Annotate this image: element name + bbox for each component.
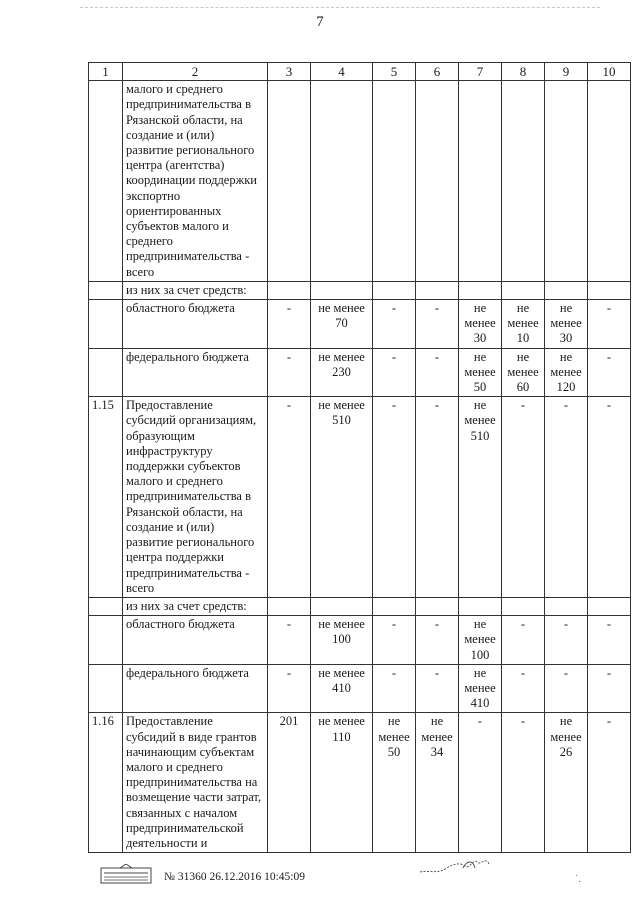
- value-cell: [502, 81, 545, 282]
- value-cell: -: [545, 616, 588, 665]
- value-cell: -: [502, 616, 545, 665]
- value-cell: -: [588, 348, 631, 397]
- value-cell: [545, 281, 588, 299]
- value-cell: -: [588, 664, 631, 713]
- value-cell: -: [268, 348, 311, 397]
- item-number-cell: [89, 664, 123, 713]
- header-cell: 2: [123, 63, 268, 81]
- table-row: [89, 664, 631, 713]
- value-cell: не менее 10: [502, 300, 545, 349]
- item-description-cell: из них за счет средств:: [123, 281, 268, 299]
- item-number-cell: [89, 300, 123, 349]
- header-cell: 4: [311, 63, 373, 81]
- value-cell: -: [373, 397, 416, 598]
- table-row: [89, 81, 631, 282]
- corner-mark: ˙.: [575, 874, 581, 885]
- item-description-cell: малого и среднего предпринимательства в Рязанской области, на создание и (или) развитие регионального центра (агентства) координации поддержки экспортно ориентированных субъектов малого и среднего предпринимательства - всего: [123, 81, 268, 282]
- value-cell: [311, 597, 373, 615]
- header-cell: 3: [268, 63, 311, 81]
- value-cell: [268, 597, 311, 615]
- header-row: [89, 63, 631, 81]
- value-cell: [373, 81, 416, 282]
- value-cell: -: [373, 348, 416, 397]
- value-cell: [416, 281, 459, 299]
- value-cell: -: [502, 664, 545, 713]
- value-cell: -: [502, 397, 545, 598]
- header-cell: 6: [416, 63, 459, 81]
- header-cell: 7: [459, 63, 502, 81]
- value-cell: [459, 281, 502, 299]
- item-number-cell: [89, 597, 123, 615]
- item-number-cell: [89, 281, 123, 299]
- value-cell: -: [268, 300, 311, 349]
- value-cell: [373, 281, 416, 299]
- value-cell: -: [545, 397, 588, 598]
- item-number-cell: [89, 616, 123, 665]
- item-number-cell: [89, 81, 123, 282]
- value-cell: -: [416, 300, 459, 349]
- registration-stamp-text: № 31360 26.12.2016 10:45:09: [164, 871, 305, 883]
- value-cell: не менее 50: [459, 348, 502, 397]
- value-cell: [459, 597, 502, 615]
- value-cell: не менее 100: [459, 616, 502, 665]
- value-cell: -: [268, 664, 311, 713]
- table-row: [89, 597, 631, 615]
- value-cell: -: [588, 616, 631, 665]
- value-cell: [311, 281, 373, 299]
- table-row: [89, 713, 631, 853]
- value-cell: [373, 597, 416, 615]
- value-cell: не менее 100: [311, 616, 373, 665]
- page-number: 7: [316, 14, 324, 30]
- header-cell: 8: [502, 63, 545, 81]
- value-cell: -: [588, 300, 631, 349]
- value-cell: [545, 81, 588, 282]
- value-cell: не менее 34: [416, 713, 459, 853]
- value-cell: -: [459, 713, 502, 853]
- value-cell: не менее 30: [545, 300, 588, 349]
- value-cell: -: [416, 348, 459, 397]
- value-cell: [311, 81, 373, 282]
- value-cell: [588, 597, 631, 615]
- header-cell: 1: [89, 63, 123, 81]
- item-description-cell: Предоставление субсидий организациям, образующим инфраструктуру поддержки субъектов малого и среднего предпринимательства в Рязанской области, на создание и (или) развитие регионального центра поддержки предпринимательства - всего: [123, 397, 268, 598]
- value-cell: -: [268, 397, 311, 598]
- value-cell: -: [268, 616, 311, 665]
- value-cell: -: [502, 713, 545, 853]
- header-cell: 5: [373, 63, 416, 81]
- signature-scribble: [415, 852, 495, 880]
- value-cell: [588, 81, 631, 282]
- item-description-cell: Предоставление субсидий в виде грантов начинающим субъектам малого и среднего предпринимательства на возмещение части затрат, связанных с началом предпринимательской деятельности и: [123, 713, 268, 853]
- value-cell: не менее 410: [459, 664, 502, 713]
- value-cell: не менее 120: [545, 348, 588, 397]
- table-row: [89, 348, 631, 397]
- value-cell: [545, 597, 588, 615]
- top-scan-line: [80, 7, 600, 8]
- value-cell: не менее 26: [545, 713, 588, 853]
- value-cell: не менее 410: [311, 664, 373, 713]
- value-cell: [588, 281, 631, 299]
- item-description-cell: областного бюджета: [123, 300, 268, 349]
- program-table: [88, 62, 631, 853]
- value-cell: не менее 50: [373, 713, 416, 853]
- value-cell: -: [416, 664, 459, 713]
- item-description-cell: из них за счет средств:: [123, 597, 268, 615]
- value-cell: -: [373, 616, 416, 665]
- table-row: [89, 300, 631, 349]
- table-row: [89, 397, 631, 598]
- value-cell: не менее 510: [459, 397, 502, 598]
- document-stamp-logo: [100, 864, 152, 884]
- item-description-cell: областного бюджета: [123, 616, 268, 665]
- item-number-cell: 1.16: [89, 713, 123, 853]
- value-cell: -: [588, 713, 631, 853]
- value-cell: -: [588, 397, 631, 598]
- value-cell: [502, 281, 545, 299]
- item-number-cell: [89, 348, 123, 397]
- value-cell: [459, 81, 502, 282]
- value-cell: не менее 70: [311, 300, 373, 349]
- item-description-cell: федерального бюджета: [123, 348, 268, 397]
- value-cell: -: [373, 300, 416, 349]
- value-cell: не менее 30: [459, 300, 502, 349]
- value-cell: [502, 597, 545, 615]
- header-cell: 9: [545, 63, 588, 81]
- value-cell: [416, 81, 459, 282]
- value-cell: [416, 597, 459, 615]
- table-row: [89, 616, 631, 665]
- value-cell: не менее 230: [311, 348, 373, 397]
- value-cell: -: [416, 397, 459, 598]
- value-cell: не менее 510: [311, 397, 373, 598]
- value-cell: не менее 110: [311, 713, 373, 853]
- value-cell: -: [416, 616, 459, 665]
- table-row: [89, 281, 631, 299]
- value-cell: [268, 81, 311, 282]
- value-cell: не менее 60: [502, 348, 545, 397]
- value-cell: -: [545, 664, 588, 713]
- header-cell: 10: [588, 63, 631, 81]
- value-cell: -: [373, 664, 416, 713]
- item-description-cell: федерального бюджета: [123, 664, 268, 713]
- value-cell: [268, 281, 311, 299]
- item-number-cell: 1.15: [89, 397, 123, 598]
- value-cell: 201: [268, 713, 311, 853]
